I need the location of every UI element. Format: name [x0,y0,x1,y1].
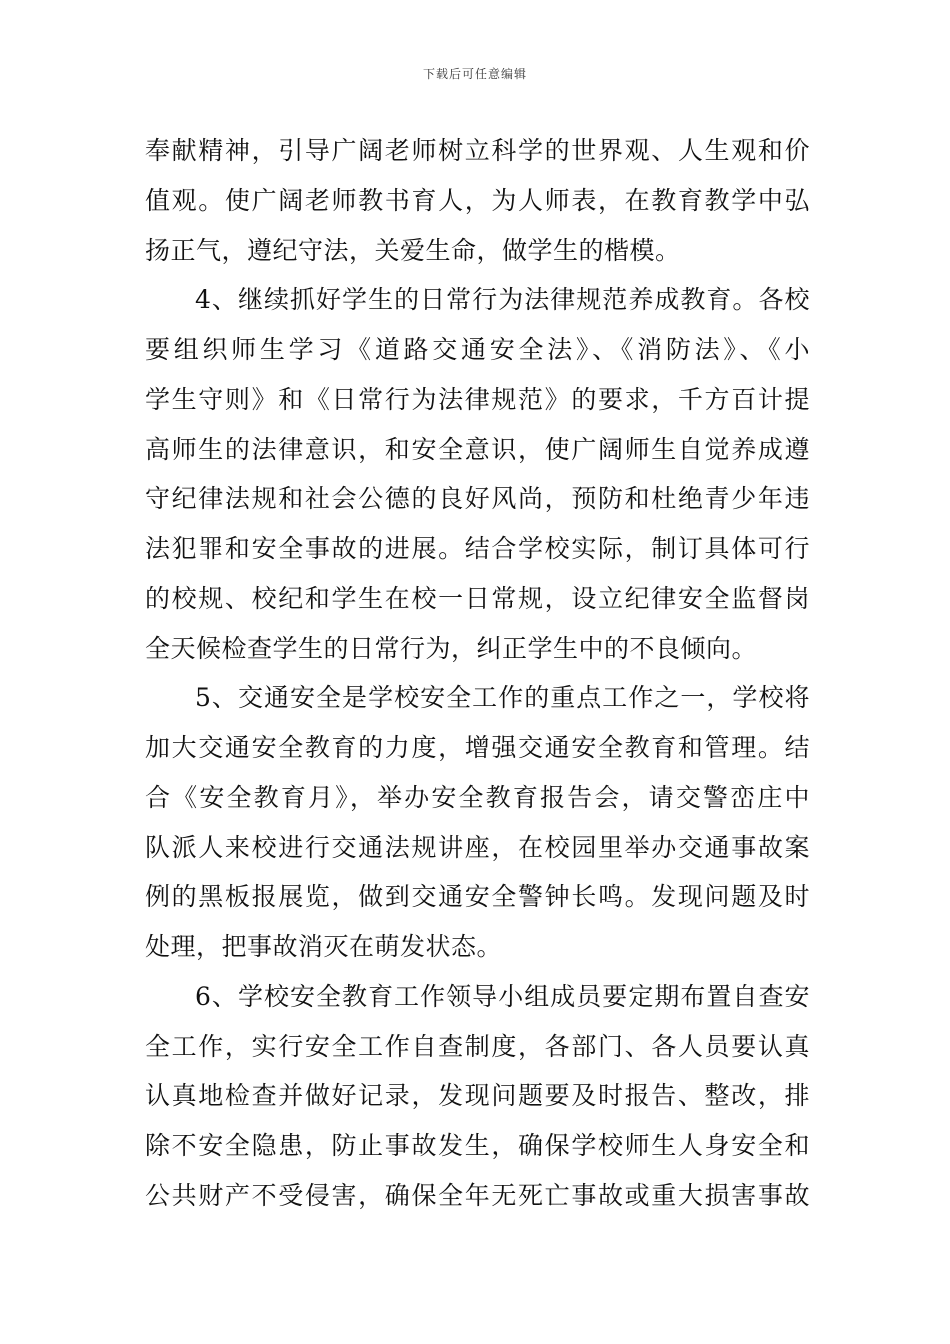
text-line: 守纪律法规和社会公德的良好风尚，预防和杜绝青少年违 [145,484,810,514]
text-line: 公共财产不受侵害，确保全年无死亡事故或重大损害事故 [145,1180,810,1210]
text-line: 6、学校安全教育工作领导小组成员要定期布置自查安 [195,981,810,1011]
text-line: 学生守则》和《日常行为法律规范》的要求，千方百计提 [145,384,810,414]
text-line: 除不安全隐患，防止事故发生，确保学校师生人身安全和 [145,1131,810,1160]
text-line: 的校规、校纪和学生在校一日常规，设立纪律安全监督岗 [145,583,810,613]
document-body [145,126,810,1221]
text-line: 合《安全教育月》，举办安全教育报告会，请交警峦庄中 [145,782,810,812]
text-line: 奉献精神，引导广阔老师树立科学的世界观、人生观和价 [145,136,810,165]
text-line: 队派人来校进行交通法规讲座，在校园里举办交通事故案 [145,832,810,862]
text-line: 例的黑板报展览，做到交通安全警钟长鸣。发现问题及时 [145,882,810,912]
text-line: 要组织师生学习《道路交通安全法》、《消防法》、《小 [145,335,810,364]
text-line: 处理，把事故消灭在萌发状态。 [145,932,503,961]
text-line: 值观。使广阔老师教书育人，为人师表，在教育教学中弘 [145,185,810,215]
text-line: 全工作，实行安全工作自查制度，各部门、各人员要认真 [145,1031,810,1061]
text-line: 高师生的法律意识，和安全意识，使广阔师生自觉养成遵 [145,434,810,464]
text-line: 5、交通安全是学校安全工作的重点工作之一，学校将 [195,683,810,713]
text-line: 加大交通安全教育的力度，增强交通安全教育和管理。结 [145,733,810,762]
text-line: 认真地检查并做好记录，发现问题要及时报告、整改，排 [145,1081,810,1111]
text-line: 4、继续抓好学生的日常行为法律规范养成教育。各校 [195,285,810,315]
text-line: 扬正气，遵纪守法，关爱生命，做学生的楷模。 [145,235,681,265]
text-line: 法犯罪和安全事故的进展。结合学校实际，制订具体可行 [145,534,810,563]
page-header: 下载后可任意编辑 [422,67,527,81]
text-line: 全天候检查学生的日常行为，纠正学生中的不良倾向。 [145,633,758,663]
